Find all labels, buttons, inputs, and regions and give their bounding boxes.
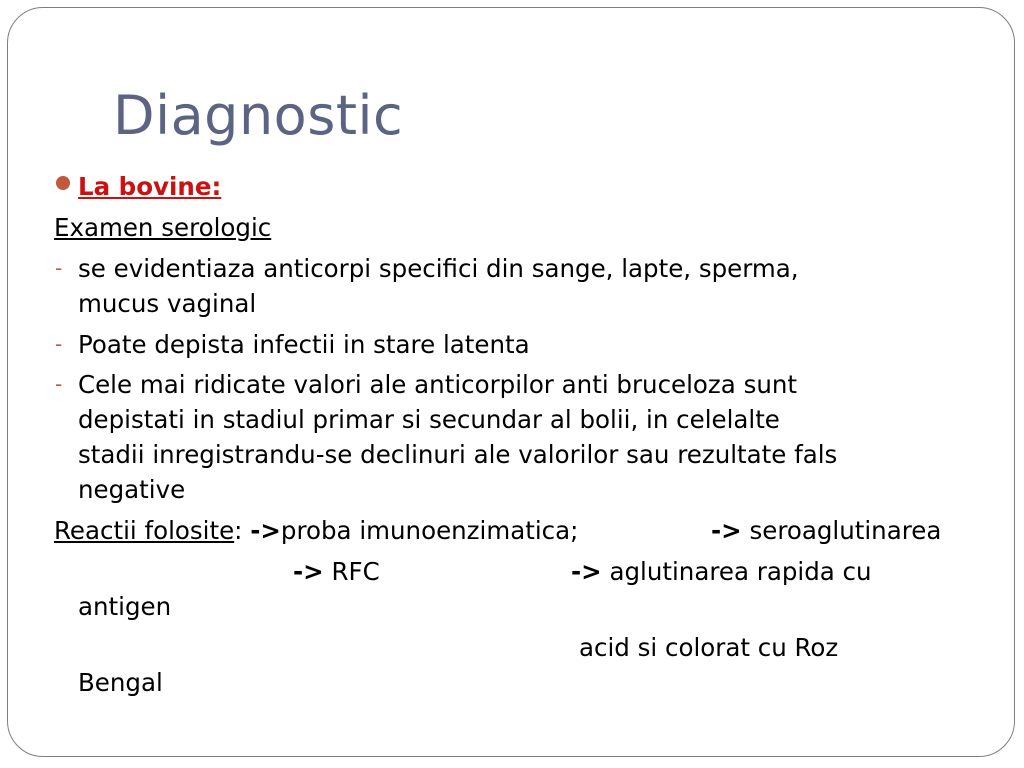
reaction-method-cont: Bengal [78,668,163,697]
list-item-line: se evidentiaza anticorpi specifici din sange, lapte, sperma, [78,254,799,283]
bullet-heading: La bovine: [78,172,222,201]
list-item-line: mucus vaginal [78,289,257,318]
list-item-line: Cele mai ridicate valori ale anticorpilor anti bruceloza sunt [78,370,797,399]
subheading: Examen serologic [54,213,272,242]
reactions-row [293,554,380,589]
reactions-colon: : [234,516,243,545]
reaction-method: seroaglutinarea [741,516,942,545]
bullet-dot-icon [56,176,70,190]
reactions-row [711,513,941,548]
reaction-method-cont: acid si colorat cu Roz [579,633,839,662]
arrow-icon: -> [293,557,324,586]
dash-marker: - [55,372,63,396]
list-item-line: depistati in stadiul primar si secundar al bolii, in celelalte [78,405,780,434]
arrow-icon: -> [571,557,602,586]
list-item-line: negative [78,475,186,504]
reactions-row [571,554,872,589]
reaction-method: proba imunoenzimatica; [280,516,579,545]
reaction-method-cont: antigen [78,592,172,621]
dash-marker: - [55,332,63,356]
reaction-method: aglutinarea rapida cu [601,557,872,586]
slide-title: Diagnostic [113,84,404,147]
list-item-line: Poate depista infectii in stare latenta [78,330,530,359]
list-item-line: stadii inregistrandu-se declinuri ale valorilor sau rezultate fals [78,440,838,469]
reactions-row [54,513,578,548]
dash-marker: - [55,256,63,280]
arrow-icon: -> [711,516,742,545]
arrow-icon: -> [250,516,281,545]
reactions-label: Reactii folosite [54,516,235,545]
reaction-method: RFC [323,557,380,586]
